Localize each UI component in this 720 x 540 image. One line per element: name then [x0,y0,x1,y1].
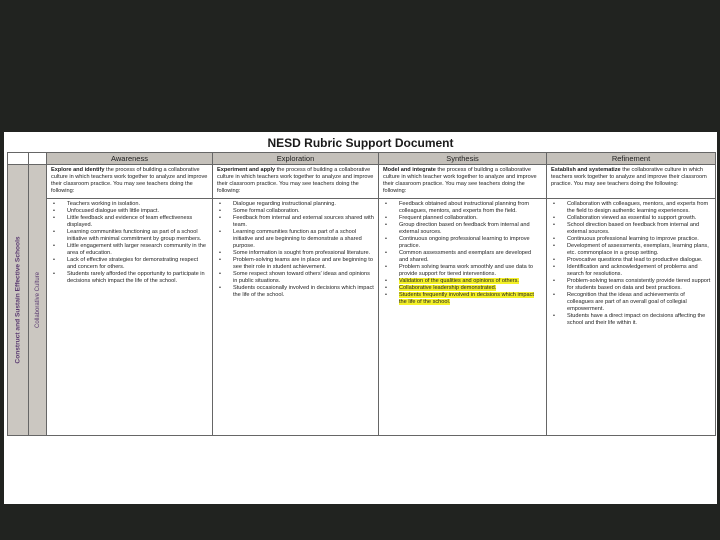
list-item-text: Little engagement with larger research community in the area of education. [67,243,206,256]
bullet-icon: • [53,257,55,263]
list-item [51,271,208,285]
bullet-icon: • [53,208,55,214]
list-item-text: Students rarely afforded the opportunity to participate in decisions which impact the life of the school. [67,271,205,284]
intro-text: the process of building a collaborative culture in which teachers work together to analyze and improve their classroom practice. You may see teachers doing the following: [217,167,374,194]
header-blank-cell [8,153,29,165]
list-item-text: Feedback obtained about instructional planning from colleagues, mentors, and experts from the field. [399,201,529,214]
document-page [4,132,717,504]
list-item [551,236,711,243]
list-item-text: Learning communities function as part of a school initiative and are beginning to demonstrate a shared purpose. [233,229,362,249]
intro-text: the process of building a collaborative culture in which teachers work together to analyze and improve their classroom practice. You may see teachers doing the following: [51,167,208,194]
intro-text: the collaborative culture in which teachers work together to analyze and improve their classroom practice. You may see teachers doing the following: [551,167,707,187]
list-item [217,201,374,208]
list-item [551,264,711,278]
bullet-icon: • [385,292,387,298]
bullet-icon: • [53,229,55,235]
list-item [51,243,208,257]
list-item [217,229,374,250]
bullet-icon: • [553,313,555,319]
bullet-icon: • [385,250,387,256]
bullet-icon: • [385,264,387,270]
list-item [551,292,711,313]
bullet-icon: • [53,243,55,249]
list-item [551,313,711,327]
bullet-icon: • [385,215,387,221]
list-item-text: Provocative questions that lead to productive dialogue. [567,257,703,263]
column-header-refinement: Refinement [547,153,716,165]
list-item-text: Students have a direct impact on decisions affecting the school and their life within it. [567,313,706,326]
bullet-icon: • [385,285,387,291]
list-item-text: Collaborative leadership demonstrated. [399,285,497,291]
list-item-text: Some formal collaboration. [233,208,300,214]
intro-cell [213,165,379,199]
list-item [217,208,374,215]
list-item-text: Frequent planned collaboration. [399,215,478,221]
bullet-icon: • [219,208,221,214]
bullet-icon: • [553,222,555,228]
intro-bold-text: Establish and systematize [551,167,621,173]
bullet-icon: • [553,215,555,221]
items-row [8,199,716,436]
intro-bold-text: Explore and identify [51,167,105,173]
list-item-text: Problem-solving teams consistently provide tiered support for students based on data and best practices. [567,278,711,291]
items-cell [213,199,379,436]
list-item [551,278,711,292]
bullet-icon: • [385,201,387,207]
list-item-text: Common assessments and exemplars are developed and shared. [399,250,532,263]
bullet-list [383,201,542,306]
bullet-icon: • [53,215,55,221]
list-item [383,264,542,278]
bullet-icon: • [553,257,555,263]
bullet-list [217,201,374,299]
bullet-icon: • [219,257,221,263]
list-item [383,278,542,285]
list-item [383,236,542,250]
intro-text: the process of building a collaborative culture in which teacher work together to analyze and improve their classroom practice. You may see teachers doing the following: [383,167,537,194]
items-cell [547,199,716,436]
list-item-text: Feedback from internal and external sources shared with team. [233,215,374,228]
bullet-icon: • [219,285,221,291]
list-item-text: Validation of the qualities and opinions of others. [399,278,519,284]
intro-bold-text: Model and integrate [383,167,436,173]
intro-cell [47,165,213,199]
list-item [217,257,374,271]
bullet-icon: • [219,229,221,235]
items-cell [47,199,213,436]
bullet-icon: • [219,250,221,256]
list-item [51,257,208,271]
list-item-text: Little feedback and evidence of team effectiveness displayed. [67,215,193,228]
list-item-text: School direction based on feedback from internal and external sources. [567,222,700,235]
list-item [551,257,711,264]
intro-cell [379,165,547,199]
list-item-text: Collaboration viewed as essential to support growth. [567,215,697,221]
bullet-icon: • [553,236,555,242]
list-item [217,285,374,299]
intro-cell [547,165,716,199]
list-item-text: Students occasionally involved in decisions which impact the life of the school. [233,285,374,298]
list-item [51,215,208,229]
bullet-icon: • [553,292,555,298]
bullet-list [551,201,711,327]
outer-side-label-cell [8,165,29,436]
bullet-icon: • [53,271,55,277]
list-item [383,201,542,215]
column-header-exploration: Exploration [213,153,379,165]
list-item-text: Continuous ongoing professional learning to improve practice. [399,236,530,249]
inner-side-label: Collaborative Culture [34,271,41,329]
list-item-text: Teachers working in isolation. [67,201,141,207]
rubric-table [7,152,716,436]
list-item [383,222,542,236]
list-item-text: Identification and acknowledgement of problems and search for resolutions. [567,264,698,277]
list-item-text: Some information is sought from professional literature. [233,250,371,256]
bullet-icon: • [385,278,387,284]
list-item-text: Some respect shown toward others' ideas and opinions in public situations. [233,271,370,284]
list-item-text: Dialogue regarding instructional planning. [233,201,336,207]
list-item-text: Unfocused dialogue with little impact. [67,208,160,214]
list-item [383,292,542,306]
header-blank-cell [29,153,47,165]
list-item [551,215,711,222]
bullet-icon: • [53,201,55,207]
bullet-icon: • [385,222,387,228]
list-item [217,250,374,257]
list-item [51,201,208,208]
list-item [551,243,711,257]
list-item [551,201,711,215]
list-item [551,222,711,236]
list-item [51,229,208,243]
column-header-awareness: Awareness [47,153,213,165]
bullet-icon: • [553,278,555,284]
bullet-icon: • [219,201,221,207]
bullet-icon: • [553,264,555,270]
bullet-icon: • [219,215,221,221]
list-item-text: Group direction based on feedback from internal and external sources. [399,222,530,235]
bullet-icon: • [385,236,387,242]
intro-row [8,165,716,199]
list-item-text: Continuous professional learning to improve practice. [567,236,699,242]
list-item [51,208,208,215]
list-item-text: Collaboration with colleagues, mentors, and experts from the field to design authentic learning experiences. [567,201,709,214]
intro-bold-text: Experiment and apply [217,167,276,173]
outer-side-label: Construct and Sustain Effective Schools [14,236,22,364]
list-item [217,271,374,285]
list-item-text: Learning communities functioning as part of a school initiative with minimal commitment by group members. [67,229,202,242]
inner-side-label-cell [29,165,47,436]
list-item [383,215,542,222]
bullet-icon: • [553,243,555,249]
list-item-text: Lack of effective strategies for demonstrating respect and concern for others. [67,257,199,270]
items-cell [379,199,547,436]
column-header-synthesis: Synthesis [379,153,547,165]
list-item-text: Recognition that the ideas and achievements of colleagues are part of an overall goal of collegial empowerment. [567,292,687,312]
list-item-text: Problem solving teams work smoothly and use data to provide support for tiered interventions. [399,264,534,277]
list-item [383,285,542,292]
list-item-text: Problem-solving teams are in place and are beginning to see their role in student achievement. [233,257,373,270]
header-row [8,153,716,165]
list-item-text: Students frequently involved in decisions which impact the life of the school. [399,292,534,305]
list-item [217,215,374,229]
list-item-text: Development of assessments, exemplars, learning plans, etc. commonplace in a group setting. [567,243,709,256]
list-item [383,250,542,264]
bullet-icon: • [219,271,221,277]
bullet-list [51,201,208,285]
document-title: NESD Rubric Support Document [267,136,454,150]
bullet-icon: • [553,201,555,207]
